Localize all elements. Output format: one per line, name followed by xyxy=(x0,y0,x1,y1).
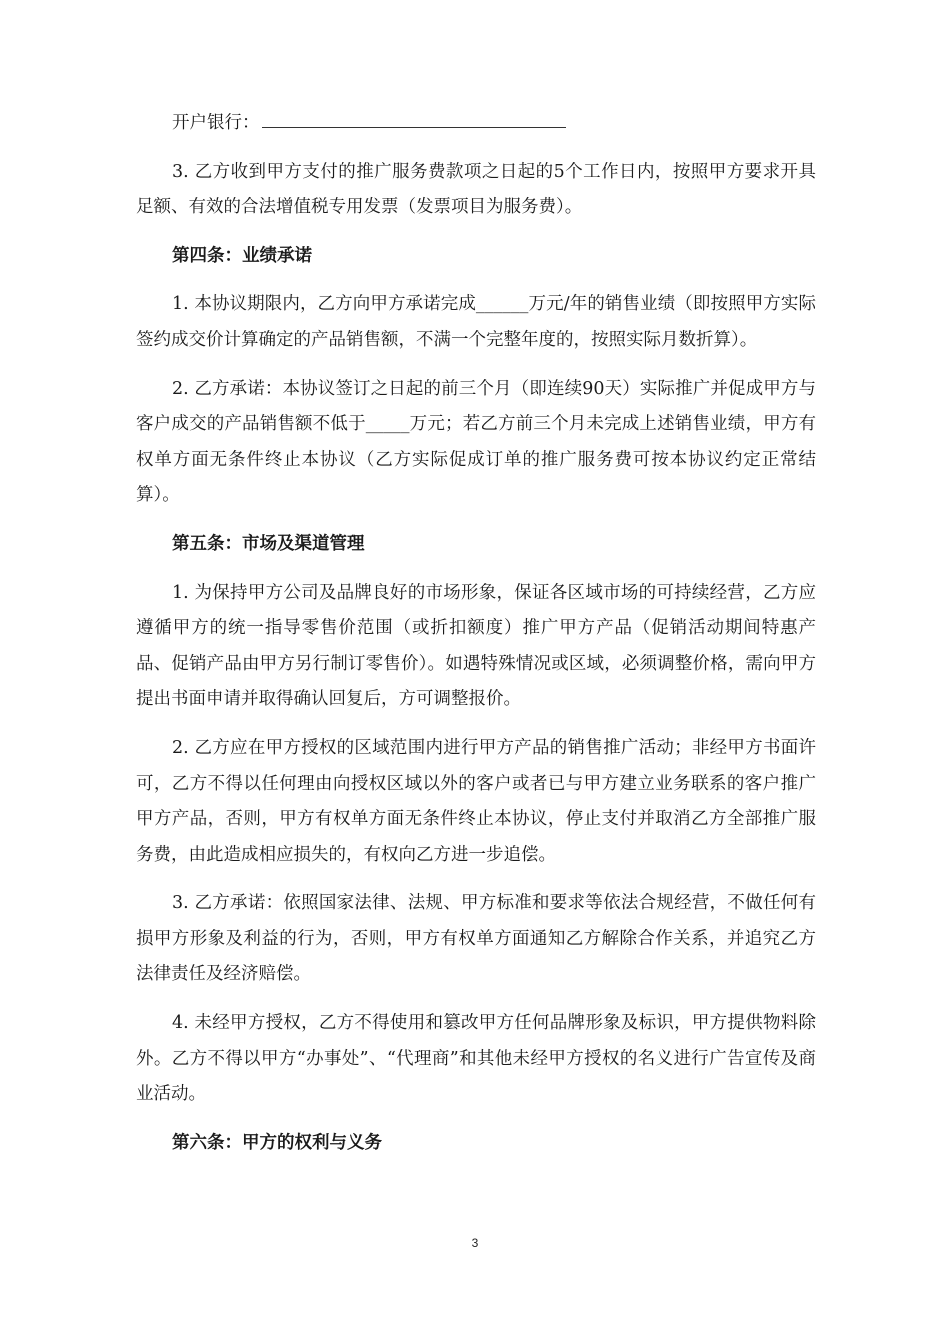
clause-5-3-compliance: 3. 乙方承诺：依照国家法律、法规、甲方标准和要求等依法合规经营，不做任何有损甲方形象及利益的行为，否则，甲方有权单方面通知乙方解除合作关系，并追究乙方法律责任及经济赔偿。 xyxy=(136,893,816,985)
article-4-heading: 第四条：业绩承诺 xyxy=(172,245,312,266)
page-number: 3 xyxy=(471,1236,479,1250)
bank-account-line xyxy=(136,106,816,142)
clause-5-4-branding: 4. 未经甲方授权，乙方不得使用和篡改甲方任何品牌形象及标识，甲方提供物料除外。乙方不得以甲方“办事处”、“代理商”和其他未经甲方授权的名义进行广告宣传及商业活动。 xyxy=(136,1013,816,1105)
clause-4-1-annual-target: 1. 本协议期限内，乙方向甲方承诺完成______万元/年的销售业绩（即按照甲方实际签约成交价计算确定的产品销售额，不满一个完整年度的，按照实际月数折算）。 xyxy=(136,294,816,350)
bank-blank-field xyxy=(262,109,566,128)
clause-5-2-territory: 2. 乙方应在甲方授权的区域范围内进行甲方产品的销售推广活动；非经甲方书面许可，乙方不得以任何理由向授权区域以外的客户或者已与甲方建立业务联系的客户推广甲方产品，否则，甲方有权单方面无条件终止本协议，停止支付并取消乙方全部推广服务费，由此造成相应损失的，有权向乙方进一步追偿。 xyxy=(136,737,816,865)
clause-3-3-invoice: 3. 乙方收到甲方支付的推广服务费款项之日起的5个工作日内，按照甲方要求开具足额、有效的合法增值税专用发票（发票项目为服务费）。 xyxy=(136,161,816,218)
bank-label: 开户银行： xyxy=(172,113,260,133)
article-5-heading: 第五条：市场及渠道管理 xyxy=(172,533,365,554)
clause-5-1-pricing: 1. 为保持甲方公司及品牌良好的市场形象，保证各区域市场的可持续经营，乙方应遵循甲方的统一指导零售价范围（或折扣额度）推广甲方产品（促销活动期间特惠产品、促销产品由甲方另行制订零售价）。如遇特殊情况或区域，必须调整价格，需向甲方提出书面申请并取得确认回复后，方可调整报价。 xyxy=(136,582,816,710)
clause-4-2-first-quarter: 2. 乙方承诺：本协议签订之日起的前三个月（即连续90天）实际推广并促成甲方与客户成交的产品销售额不低于_____万元；若乙方前三个月未完成上述销售业绩，甲方有权单方面无条件终止本协议（乙方实际促成订单的推广服务费可按本协议约定正常结算）。 xyxy=(136,378,816,506)
document-body xyxy=(136,106,816,1174)
article-6-heading: 第六条：甲方的权利与义务 xyxy=(172,1132,382,1153)
